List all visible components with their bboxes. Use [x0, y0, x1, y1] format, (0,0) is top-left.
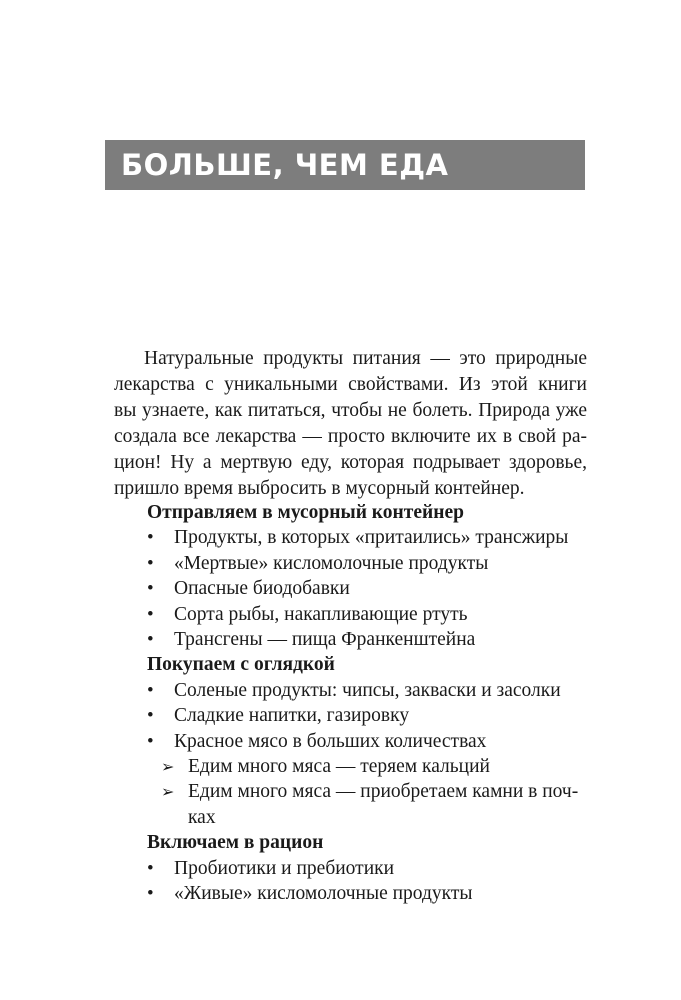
list-caution: [144, 678, 587, 830]
list-item: • Опасные биодобавки: [144, 576, 587, 601]
section-heading-trash: Отправляем в мусорный контейнер: [147, 502, 464, 523]
list-item: • Сладкие напитки, газировку: [144, 703, 587, 728]
section-heading-include: Включаем в рацион: [147, 832, 324, 854]
list-item: • Соленые продукты: чипсы, закваски и засолки: [144, 678, 587, 703]
bullet-icon: •: [147, 705, 154, 727]
list-item: • Трансгены — пища Франкенштейна: [144, 627, 587, 652]
arrow-icon: ➢: [161, 757, 175, 777]
intro-paragraph: [114, 346, 587, 502]
chapter-title-bar: [105, 140, 585, 190]
sub-list-item: ➢ Едим много мяса — приобретаем камни в поч- ках: [161, 781, 579, 828]
sub-list-item: ➢ Едим много мяса — теряем кальций: [144, 754, 587, 779]
list-item: • Красное мясо в больших количествах: [144, 729, 587, 754]
bullet-icon: •: [147, 679, 154, 701]
bullet-icon: •: [147, 883, 154, 905]
intro-line: пришло время выбросить в мусорный контейнер.: [114, 478, 525, 499]
list-item: • Пробиотики и пребиотики: [144, 856, 587, 881]
bullet-icon: •: [147, 527, 154, 549]
lists-section: [144, 500, 587, 907]
list-include: [144, 856, 587, 907]
intro-line: создала все лекарства — просто включите их в свой ра-: [114, 426, 587, 447]
list-item: • «Живые» кисломолочные продукты: [144, 881, 587, 906]
bullet-icon: •: [147, 629, 154, 651]
list-item: • Сорта рыбы, накапливающие ртуть: [144, 602, 587, 627]
intro-line: Натуральные продукты питания — это природные: [144, 348, 587, 369]
bullet-icon: •: [147, 552, 154, 574]
list-item: • Продукты, в которых «притаились» трансжиры: [144, 525, 587, 550]
list-trash: [144, 525, 587, 652]
list-item: • «Мертвые» кисломолочные продукты: [144, 551, 587, 576]
chapter-title: БОЛЬШЕ, ЧЕМ ЕДА: [121, 148, 449, 182]
intro-line: вы узнаете, как питаться, чтобы не болеть. Природа уже: [114, 400, 587, 421]
bullet-icon: •: [147, 578, 154, 600]
arrow-icon: ➢: [161, 782, 175, 802]
intro-line: цион! Ну а мертвую еду, которая подрывает здоровье,: [114, 452, 587, 473]
intro-line: лекарства с уникальными свойствами. Из этой книги: [114, 374, 587, 395]
bullet-icon: •: [147, 730, 154, 752]
bullet-icon: •: [147, 857, 154, 879]
section-heading-caution: Покупаем с оглядкой: [147, 654, 335, 676]
bullet-icon: •: [147, 603, 154, 625]
